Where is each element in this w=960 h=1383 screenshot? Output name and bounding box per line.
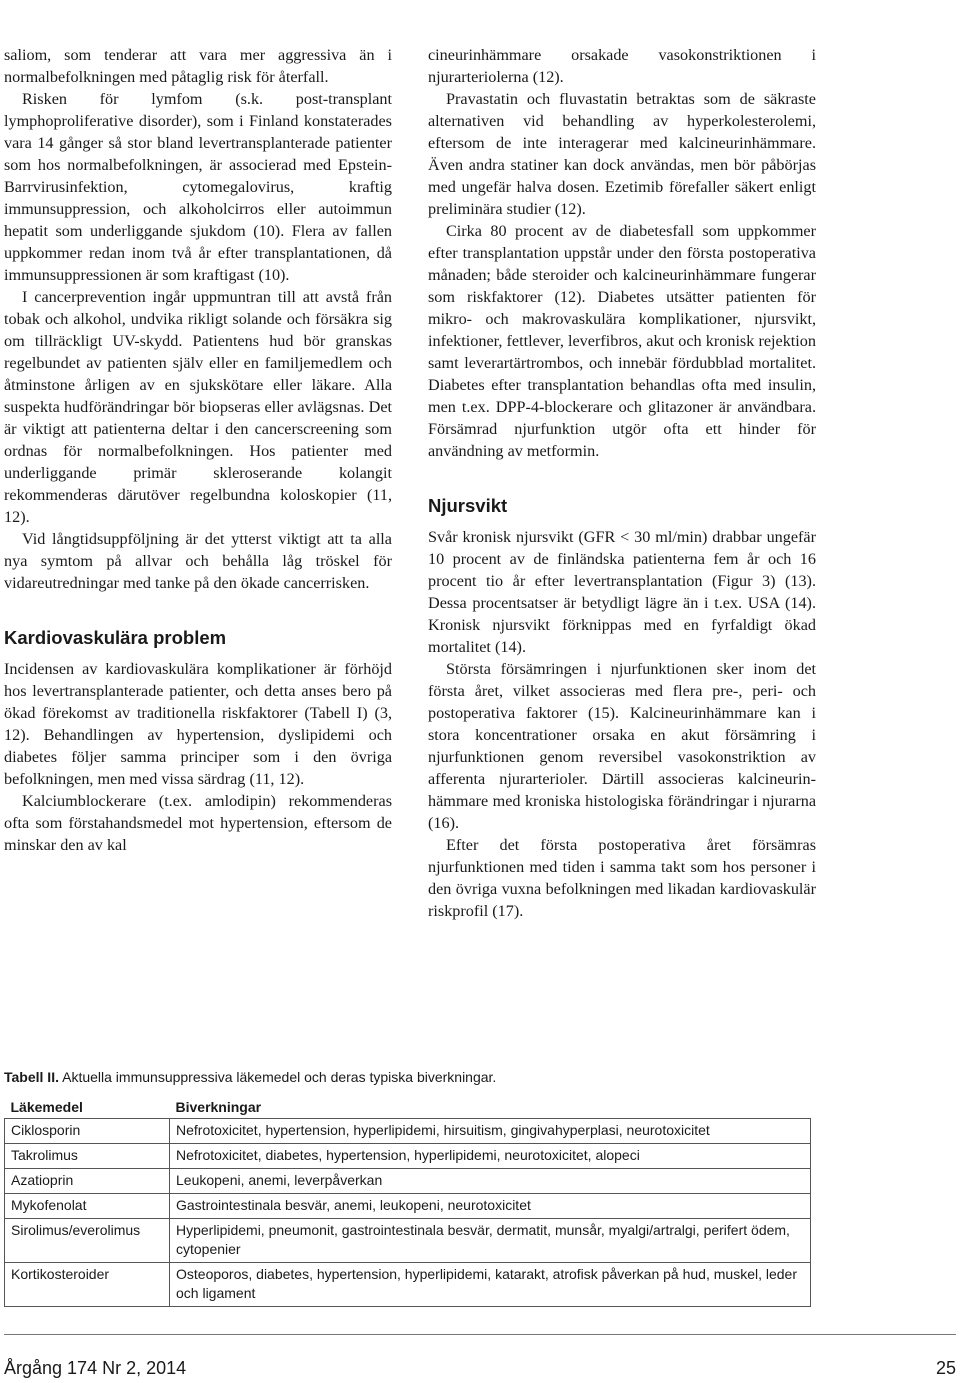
section-heading-kardiovaskulara: Kardiovaskulära problem [4,627,227,648]
medication-table [4,1096,811,1307]
table-caption-label: Tabell II. [4,1069,59,1085]
body-paragraph: Största försämringen i njurfunktionen sker inom det första året, vilket associeras med flera pre-, peri- och postoperativa faktorer (15). Kalcineurinhämmare kan i stora koncentrationer orsaka en akut försämring i njurfunktionen genom reversibel vasokonstriktion av afferenta njurarterioler. Därtill associeras kalcineurinhämmare med kroniska histologiska förändringar i njurarna (16). [428,660,816,832]
drug-name-cell: Takrolimus [5,1144,170,1169]
table-caption-text: Aktuella immunsuppressiva läkemedel och deras typiska biverkningar. [62,1069,497,1085]
side-effects-cell: Gastrointestinala besvär, anemi, leukopeni, neurotoxicitet [170,1194,811,1219]
body-paragraph: Pravastatin och fluvastatin betraktas som de säkraste alternativen vid behandling av hyperkolesterolemi, eftersom de inte interagerar med kalcineurinhämmare. Även andra statiner kan dock användas, men bör påbörjas med ungefär halva dosen. Ezetimib förefaller säkert enligt preliminära studier (12). [428,90,816,218]
side-effects-cell: Hyperlipidemi, pneumonit, gastrointestinala besvär, dermatit, munsår, myalgi/artralgi, perifert ödem, cytopenier [170,1219,811,1263]
left-column [4,44,392,856]
right-column [428,44,816,922]
table-row [5,1263,811,1307]
drug-name-cell: Azatioprin [5,1169,170,1194]
table-row [5,1144,811,1169]
side-effects-cell: Osteoporos, diabetes, hypertension, hyperlipidemi, katarakt, atrofisk påverkan på hud, muskel, leder och ligament [170,1263,811,1307]
body-paragraph: Efter det första postoperativa året försämras njurfunktionen med tiden i samma takt som hos personer i den övriga vuxna befolkningen med likadan kardiovaskulär riskprofil (17). [428,836,816,920]
side-effects-cell: Nefrotoxicitet, diabetes, hypertension, hyperlipidemi, neurotoxicitet, alopeci [170,1144,811,1169]
drug-name-cell: Mykofenolat [5,1194,170,1219]
table-row [5,1169,811,1194]
body-paragraph: Risken för lymfom (s.k. post-transplant lymphoproliferative disorder), som i Finland konstaterades vara 14 gånger så stor bland levertransplanterade patienter som hos normalbefolkningen, är associerad med Epstein-Barrvirusinfektion, cytomegalovirus, kraftig immunsuppression, och alkoholcirros eller autoimmun hepatit som underliggande sjukdom (10). Flera av fallen uppkommer redan inom två år efter transplantationen, då immunsuppressionen är som kraftigast (10). [4,90,392,284]
body-paragraph: Kalciumblockerare (t.ex. amlodipin) rekommenderas ofta som förstahandsmedel mot hypertension, eftersom de minskar den av kal [4,792,392,854]
body-paragraph: Cirka 80 procent av de diabetesfall som uppkommer efter transplantation uppstår under den första postoperativa månaden; både steroider och kalcineurinhämmare fungerar som riskfaktorer (12). Diabetes utsätter patienten för mikro- och makrovaskulära komplikationer, njursvikt, infektioner, fettlever, leverfibros, akut och kronisk rejektion samt leverartärtrombos, och innebär fördubblad mortalitet. Diabetes efter transplantation behandlas ofta med insulin, men t.ex. DPP-4-blockerare och glitazoner är användbara. Försämrad njurfunktion utgör ofta ett hinder för användning av metformin. [428,222,816,460]
section-heading-njursvikt: Njursvikt [428,495,508,516]
body-paragraph: Vid långtidsuppföljning är det ytterst viktigt att ta alla nya symtom på allvar och behålla låg tröskel för vidareutredningar med tanke på den ökade cancerrisken. [4,530,392,592]
drug-name-cell: Kortikosteroider [5,1263,170,1307]
table-row [5,1119,811,1144]
table-row [5,1219,811,1263]
side-effects-cell: Nefrotoxicitet, hypertension, hyperlipidemi, hirsuitism, gingivahyperplasi, neurotoxicitet [170,1119,811,1144]
drug-name-cell: Ciklosporin [5,1119,170,1144]
side-effects-cell: Leukopeni, anemi, leverpåverkan [170,1169,811,1194]
table-header-row [5,1096,811,1119]
body-paragraph: saliom, som tenderar att vara mer aggressiva än i normalbefolkningen med påtaglig risk för återfall. [4,46,392,86]
table-caption [4,1068,496,1086]
issue-label: Årgång 174 Nr 2, 2014 [4,1358,187,1378]
body-paragraph: Svår kronisk njursvikt (GFR < 30 ml/min) drabbar ungefär 10 procent av de finländska patienterna fem år och 16 procent tio år efter levertransplantation (Figur 3) (13). Dessa procentsatser är betydligt lägre än i t.ex. USA (14). Kronisk njursvikt förknippas med en fyrfaldigt ökad mortalitet (14). [428,528,816,656]
body-paragraph: I cancerprevention ingår uppmuntran till att avstå från tobak och alkohol, undvika rikligt solande och försäkra sig om tillräckligt UV-skydd. Patientens hud bör granskas regelbundet av patienten själv eller en familjemedlem och åtminstone årligen av en sjukskötare eller läkare. Alla suspekta hudförändringar bör biopseras eller avlägsnas. Det är viktigt att patienterna deltar i den cancerscreening som ordnas för normalbefolkningen. Hos patienter med underliggande primär skleroserande kolangit rekommenderas därutöver regelbundna koloskopier (11, 12). [4,288,392,526]
table-row [5,1194,811,1219]
drug-name-cell: Sirolimus/everolimus [5,1219,170,1263]
column-header-lakemedel: Läkemedel [10,1099,83,1115]
page-number: 25 [935,1358,956,1378]
body-paragraph: Incidensen av kardiovaskulära komplikationer är förhöjd hos levertransplanterade patienter, och detta anses bero på ökad förekomst av traditionella riskfaktorer (Tabell I) (3, 12). Behandlingen av hypertension, dyslipidemi och diabetes följer samma principer som i den övriga befolkningen, men med vissa särdrag (11, 12). [4,660,392,788]
footer-divider [4,1334,956,1335]
body-paragraph: cineurinhämmare orsakade vasokonstriktionen i njurarteriolerna (12). [428,46,816,86]
column-header-biverkningar: Biverkningar [175,1099,262,1115]
